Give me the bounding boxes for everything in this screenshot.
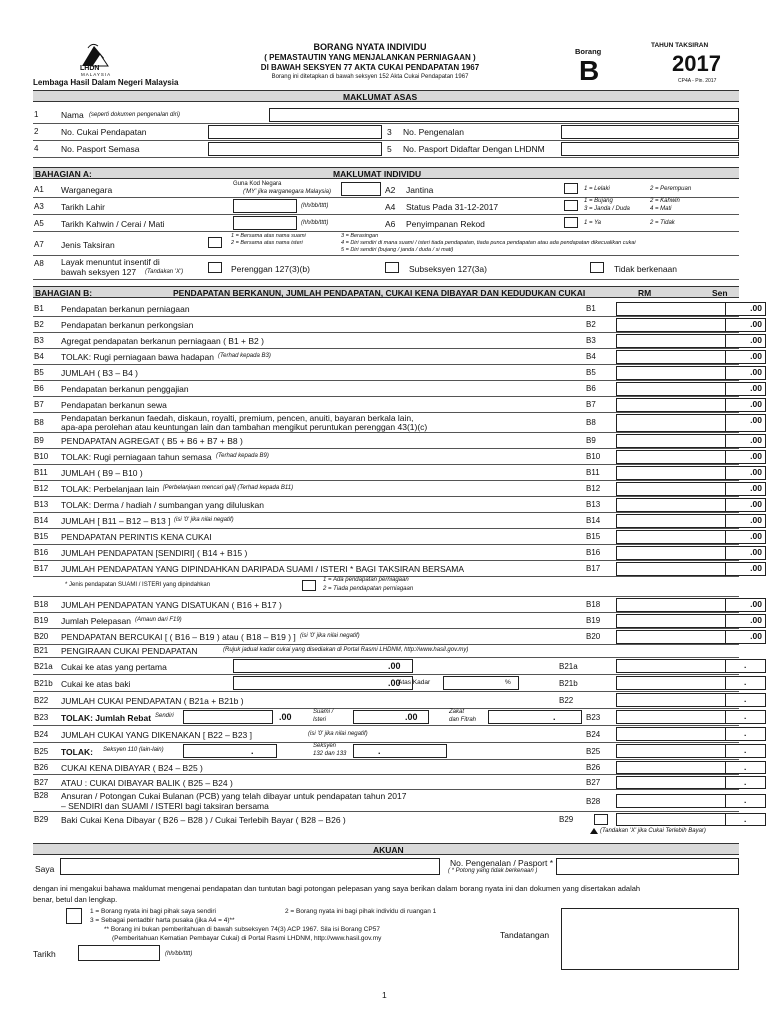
row-note: (Amaun dari F19) [135, 617, 182, 623]
row-code: B14 [34, 516, 49, 525]
b12-amount-input[interactable] [616, 482, 726, 496]
row-code: B8 [34, 418, 44, 427]
row-code: B10 [34, 452, 49, 461]
row-note: (Terhad kepada B3) [218, 353, 271, 359]
borang-letter: B [579, 55, 600, 86]
asas-row-1: 1 Nama (seperti dokumen pengenalan diri) [33, 107, 739, 124]
b-row-b12 [33, 481, 762, 497]
row-label: JUMLAH ( B9 – B10 ) [61, 468, 143, 478]
b5-amount-input[interactable] [616, 366, 726, 380]
section-bahagian-b: BAHAGIAN B: PENDAPATAN BERKANUN, JUMLAH PENDAPATAN, CUKAI KENA DIBAYAR DAN KEDUDUKAN CUKAI RM Sen [33, 286, 739, 298]
b-row-b19 [33, 613, 762, 629]
perenggan-127-checkbox[interactable] [208, 262, 222, 273]
terlebih-bayar-checkbox[interactable] [594, 814, 608, 825]
a3-row: A3 Tarikh Lahir (hh/bb/tttt) A4 Status Pada 31-12-2017 1 = Bujang 2 = Kahwin 3 = Janda / Duda 4 = Mati [33, 198, 739, 215]
row-label: Pendapatan berkanun perniagaan [61, 304, 190, 314]
b21b-balance-input[interactable] [233, 676, 413, 690]
tidak-berkenaan-checkbox[interactable] [590, 262, 604, 273]
page-number: 1 [382, 990, 387, 1000]
seksyen-110-input[interactable] [183, 744, 277, 758]
row-code-right: B5 [586, 368, 596, 377]
row-code-right: B8 [586, 418, 596, 427]
b7-sen-input[interactable]: .00 [726, 398, 766, 412]
row-note: (Terhad kepada B9) [216, 453, 269, 459]
b20-amount-input[interactable] [616, 630, 726, 644]
row-note: (isi '0' jika nilai negatif) [300, 633, 360, 639]
b-row-b16 [33, 545, 762, 561]
row-code: B1 [34, 304, 44, 313]
akuan-text-2: benar, betul dan lengkap. [33, 895, 118, 904]
b21-row: B21 PENGIRAAN CUKAI PENDAPATAN (Rujuk jadual kadar cukai yang disediakan di Portal Rasmi LHDNM, http://www.hasil.gov.my) [33, 644, 739, 658]
row-label: TOLAK: Rugi perniagaan bawa hadapan [61, 352, 214, 362]
b18-amount-input[interactable] [616, 598, 726, 612]
b26-row: B26 CUKAI KENA DIBAYAR ( B24 – B25 ) B26 . [33, 760, 739, 775]
row-label: JUMLAH PENDAPATAN YANG DISATUKAN ( B16 + B17 ) [61, 600, 282, 610]
row-code-right: B17 [586, 564, 601, 573]
row-note: (isi '0' jika nilai negatif) [174, 517, 234, 523]
b-row-b5 [33, 365, 762, 381]
b-row-b9 [33, 433, 762, 449]
b29-amount-input[interactable] [616, 813, 726, 826]
b12-sen-input[interactable]: .00 [726, 482, 766, 496]
logo-sub: MALAYSIA [81, 72, 112, 77]
b15-sen-input[interactable]: .00 [726, 530, 766, 544]
b28-amount-input[interactable] [616, 794, 726, 808]
row-code: B3 [34, 336, 44, 345]
row-code: B9 [34, 436, 44, 445]
no-pengenalan-input[interactable] [561, 125, 739, 139]
b23-sen-input[interactable]: . [726, 710, 766, 724]
b10-sen-input[interactable]: .00 [726, 450, 766, 464]
b22-row: B22 JUMLAH CUKAI PENDAPATAN ( B21a + B21b ) B22 . [33, 692, 739, 709]
b-row-b3 [33, 333, 762, 349]
row-code-right: B9 [586, 436, 596, 445]
b-row-b13 [33, 497, 762, 513]
row-code: B19 [34, 616, 49, 625]
row-code-right: B12 [586, 484, 601, 493]
b-row-b14 [33, 513, 762, 529]
row-code-right: B16 [586, 548, 601, 557]
section-bahagian-a: BAHAGIAN A: MAKLUMAT INDIVIDU [33, 167, 739, 179]
row-code: B18 [34, 600, 49, 609]
b25-sen-input[interactable]: . [726, 744, 766, 758]
b21a-amount-input[interactable] [616, 659, 726, 673]
row-code: B11 [34, 468, 48, 477]
tandatangan-box[interactable] [561, 908, 739, 970]
row-code: B4 [34, 352, 44, 361]
tarikh-kahwin-input[interactable] [233, 216, 297, 230]
row-code-right: B3 [586, 336, 596, 345]
b-row-b18 [33, 597, 762, 613]
tandatangan-label: Tandatangan [500, 930, 550, 940]
b27-amount-input[interactable] [616, 776, 726, 789]
row-label: Pendapatan berkanun faedah, diskaun, royalti, premium, pencen, anuiti, bayaran berkala lain, [61, 413, 414, 423]
no-pengenalan-akuan-input[interactable] [556, 858, 739, 875]
row-label: TOLAK: Rugi perniagaan tahun semasa [61, 452, 212, 462]
row-code-right: B7 [586, 400, 596, 409]
form-subtitle-3: Borang ini ditetapkan di bawah seksyen 152 Akta Cukai Pendapatan 1967 [271, 74, 469, 80]
form-code: CP4A - Pin. 2017 [678, 78, 717, 84]
b17-jenis-input[interactable] [302, 580, 316, 591]
b11-sen-input[interactable]: .00 [726, 466, 766, 480]
b21b-amount-input[interactable] [616, 676, 726, 690]
agency-name: Lembaga Hasil Dalam Negeri Malaysia [33, 78, 179, 87]
jantina-input[interactable] [564, 183, 578, 194]
row-code-right: B13 [586, 500, 601, 509]
b21b-sen-input[interactable]: . [726, 676, 766, 690]
b5-sen-input[interactable]: .00 [726, 366, 766, 380]
asas-row-3: 4 No. Pasport Semasa 5 No. Pasport Didaftar Dengan LHDNM [33, 141, 739, 158]
b-row-b15 [33, 529, 762, 545]
form-subtitle-1: ( PEMASTAUTIN YANG MENJALANKAN PERNIAGAAN ) [264, 53, 476, 62]
b6-sen-input[interactable]: .00 [726, 382, 766, 396]
b21a-sen-input[interactable]: . [726, 659, 766, 673]
saya-label: Saya [35, 864, 55, 874]
nama-input[interactable] [269, 108, 739, 122]
b6-amount-input[interactable] [616, 382, 726, 396]
b28-row: B28 Ansuran / Potongan Cukai Bulanan (PCB) yang telah dibayar untuk pendapatan tahun 2017 – SENDIRI dan SUAMI / ISTERI bagi taksiran bersama B28 . [33, 790, 739, 812]
section-akuan: AKUAN [33, 843, 739, 855]
b3-amount-input[interactable] [616, 334, 726, 348]
no-pasport-input[interactable] [208, 142, 382, 156]
jenis-taksiran-input[interactable] [208, 237, 222, 248]
row-label: PENDAPATAN PERINTIS KENA CUKAI [61, 532, 212, 542]
no-cukai-input[interactable] [208, 125, 382, 139]
a1-row: A1 Warganegara Guna Kod Negara ('MY' jika warganegara Malaysia) A2 Jantina 1 = Lelaki 2 = Perempuan [33, 181, 739, 198]
b8-amount-input[interactable] [616, 414, 726, 432]
b29-note: (Tandakan 'X' jika Cukai Terlebih Bayar) [600, 828, 706, 834]
row-label: TOLAK: Derma / hadiah / sumbangan yang diluluskan [61, 500, 265, 510]
b-row-b6 [33, 381, 762, 397]
row-label: Agregat pendapatan berkanun perniagaan ( B1 + B2 ) [61, 336, 264, 346]
b25-row: B25 TOLAK: Seksyen 110 (lain-lain) . Seksyen 132 dan 133 . B25 . [33, 743, 739, 760]
no-pengenalan-akuan-label: No. Pengenalan / Pasport * [450, 858, 554, 868]
b27-sen-input[interactable]: . [726, 776, 766, 789]
logo-text: LHDN [80, 65, 100, 72]
b15-amount-input[interactable] [616, 530, 726, 544]
b17-amount-input[interactable] [616, 562, 726, 576]
b16-sen-input[interactable]: .00 [726, 546, 766, 560]
b29-sen-input[interactable]: . [726, 813, 766, 826]
rebat-suami-isteri-input[interactable] [353, 710, 429, 724]
b19-sen-input[interactable]: .00 [726, 614, 766, 628]
b2-sen-input[interactable]: .00 [726, 318, 766, 332]
row-code: B12 [34, 484, 49, 493]
row-label: JUMLAH ( B3 – B4 ) [61, 368, 138, 378]
row-code-right: B15 [586, 532, 601, 541]
rebat-zakat-input[interactable] [488, 710, 582, 724]
a5-row: A5 Tarikh Kahwin / Cerai / Mati (hh/bb/tttt) A6 Penyimpanan Rekod 1 = Ya 2 = Tidak [33, 215, 739, 232]
b22-sen-input[interactable]: . [726, 693, 766, 707]
tarikh-label: Tarikh [33, 949, 56, 959]
b16-amount-input[interactable] [616, 546, 726, 560]
b4-amount-input[interactable] [616, 350, 726, 364]
b24-sen-input[interactable]: . [726, 727, 766, 741]
tarikh-input[interactable] [78, 945, 160, 961]
b27-row: B27 ATAU : CUKAI DIBAYAR BALIK ( B25 – B24 ) B27 . [33, 775, 739, 790]
row-code: B6 [34, 384, 44, 393]
b20-sen-input[interactable]: .00 [726, 630, 766, 644]
tarikh-format: (hh/bb/tttt) [165, 951, 193, 957]
row-label: JUMLAH PENDAPATAN YANG DIPINDAHKAN DARIPADA SUAMI / ISTERI * BAGI TAKSIRAN BERSAMA [61, 564, 465, 574]
b-row-b10 [33, 449, 762, 465]
b1-amount-input[interactable] [616, 302, 726, 316]
akuan-option-3: 3 = Sebagai pentadbir harta pusaka (jika A4 = 4)** [90, 917, 235, 924]
row-code: B7 [34, 400, 44, 409]
row-note: [Perbelanjaan mencari gali] (Terhad kepada B11) [163, 485, 294, 491]
row-label: PENDAPATAN AGREGAT ( B5 + B6 + B7 + B8 ) [61, 436, 243, 446]
a8-row: A8 Layak menuntut insentif di bawah seksyen 127 (Tandakan 'X') Perenggan 127(3)(b) Subseksyen 127(3a) Tidak berkenaan [33, 256, 739, 280]
b24-amount-input[interactable] [616, 727, 726, 741]
row-code: B2 [34, 320, 44, 329]
row-code-right: B6 [586, 384, 596, 393]
row-code-right: B14 [586, 516, 601, 525]
b11-amount-input[interactable] [616, 466, 726, 480]
b13-amount-input[interactable] [616, 498, 726, 512]
penyimpanan-rekod-input[interactable] [564, 217, 578, 228]
akuan-pilihan-input[interactable] [66, 908, 82, 924]
b18-sen-input[interactable]: .00 [726, 598, 766, 612]
lhdn-logo [52, 40, 132, 82]
b21b-row: B21b Cukai ke atas baki .00 Atas Kadar % B21b . [33, 675, 739, 692]
row-code: B5 [34, 368, 44, 377]
b-row-b17 [33, 561, 762, 577]
b9-amount-input[interactable] [616, 434, 726, 448]
section-maklumat-asas: MAKLUMAT ASAS [33, 90, 739, 102]
seksyen-132-input[interactable] [353, 744, 447, 758]
b1-sen-input[interactable]: .00 [726, 302, 766, 316]
b13-sen-input[interactable]: .00 [726, 498, 766, 512]
a7-row: A7 Jenis Taksiran 1 = Bersama atas nama suami 2 = Bersama atas nama isteri 3 = Berasingan 4 = Diri sendiri di mana suami / isteri tiada pendapatan, tiada punca pendapatan atau ada pendapatan dikecualikan cukai 5 = Diri sendiri (bujang / janda / duda / si mati) [33, 232, 739, 256]
row-code: B15 [34, 532, 49, 541]
tarikh-lahir-input[interactable] [233, 199, 297, 213]
b-row-b1 [33, 301, 762, 317]
status-input[interactable] [564, 200, 578, 211]
b4-sen-input[interactable]: .00 [726, 350, 766, 364]
no-pasport-lhdnm-input[interactable] [561, 142, 739, 156]
b29-row: B29 Baki Cukai Kena Dibayar ( B26 – B28 ) / Cukai Terlebih Bayar ( B28 – B26 ) B29 . [33, 812, 739, 827]
akuan-note-1: ** Borang ini bukan pemberitahuan di bawah subseksyen 74(3) ACP 1967. Sila isi Borang CP57 [104, 926, 380, 933]
row-code-right: B10 [586, 452, 601, 461]
b26-amount-input[interactable] [616, 761, 726, 774]
b-row-b2 [33, 317, 762, 333]
row-code: B13 [34, 500, 49, 509]
row-label-2: apa-apa perolehan atau keuntungan lain dan tambahan mengikut peruntukan perenggan 43(1)(c) [61, 422, 428, 432]
row-code-right: B1 [586, 304, 596, 313]
row-code-right: B19 [586, 616, 601, 625]
akuan-option-2: 2 = Borang nyata ini bagi pihak individu di ruangan 1 [285, 908, 437, 915]
akuan-text: dengan ini mengakui bahawa maklumat mengenai pendapatan dan tuntutan bagi potongan pelepasan yang saya berikan dalam borang nyata ini dan dokumen yang disertakan adalah [33, 884, 641, 893]
b21a-chargeable-input[interactable] [233, 659, 413, 673]
b9-sen-input[interactable]: .00 [726, 434, 766, 448]
form-title: BORANG NYATA INDIVIDU [313, 42, 427, 52]
row-label: Pendapatan berkanun sewa [61, 400, 167, 410]
b8-sen-input[interactable]: .00 [726, 414, 766, 432]
b26-sen-input[interactable]: . [726, 761, 766, 774]
row-label: JUMLAH [ B11 – B12 – B13 ] [61, 516, 171, 526]
row-code: B20 [34, 632, 49, 641]
b21a-row: B21a Cukai ke atas yang pertama .00 B21a . [33, 658, 739, 675]
row-label: PENDAPATAN BERCUKAI [ ( B16 – B19 ) atau ( B18 – B19 ) ] [61, 632, 296, 642]
row-code-right: B11 [586, 468, 600, 477]
row-code-right: B2 [586, 320, 596, 329]
b-row-b11 [33, 465, 762, 481]
asas-row-2: 2 No. Cukai Pendapatan 3 No. Pengenalan [33, 124, 739, 141]
b10-amount-input[interactable] [616, 450, 726, 464]
assessment-year: 2017 [672, 51, 721, 76]
b22-amount-input[interactable] [616, 693, 726, 707]
row-label: TOLAK: Perbelanjaan lain [61, 484, 160, 494]
no-pengenalan-note: ( * Potong yang tidak berkenaan ) [448, 868, 538, 874]
b25-amount-input[interactable] [616, 744, 726, 758]
b19-amount-input[interactable] [616, 614, 726, 628]
b7-amount-input[interactable] [616, 398, 726, 412]
b14-amount-input[interactable] [616, 514, 726, 528]
triangle-pointer-icon [590, 828, 598, 834]
saya-input[interactable] [60, 858, 440, 875]
row-code-right: B20 [586, 632, 601, 641]
akuan-note-2: (Pemberitahuan Kematian Pembayar Cukai) di Portal Rasmi LHDNM, http://www.hasil.gov.my [112, 935, 382, 942]
row-code-right: B4 [586, 352, 596, 361]
b17-note-row: * Jenis pendapatan SUAMI / ISTERI yang dipindahkan 1 = Ada pendapatan perniagaan 2 = Tiada pendapatan perniagaan [33, 577, 739, 597]
row-code: B17 [34, 564, 49, 573]
row-label: JUMLAH PENDAPATAN [SENDIRI] ( B14 + B15 ) [61, 548, 248, 558]
b-row-b20 [33, 629, 762, 645]
b17-sen-input[interactable]: .00 [726, 562, 766, 576]
b14-sen-input[interactable]: .00 [726, 514, 766, 528]
row-label: Jumlah Pelepasan [61, 616, 131, 626]
row-label: Pendapatan berkanun perkongsian [61, 320, 194, 330]
tahun-taksiran-label: TAHUN TAKSIRAN [651, 42, 709, 49]
warganegara-input[interactable] [341, 182, 381, 196]
b-row-b4 [33, 349, 762, 365]
row-code-right: B18 [586, 600, 601, 609]
form-subtitle-2: DI BAWAH SEKSYEN 77 AKTA CUKAI PENDAPATAN 1967 [260, 63, 480, 72]
b3-sen-input[interactable]: .00 [726, 334, 766, 348]
b-row-b8 [33, 413, 762, 433]
b2-amount-input[interactable] [616, 318, 726, 332]
borang-label: Borang [575, 47, 602, 56]
akuan-option-1: 1 = Borang nyata ini bagi pihak saya sendiri [90, 908, 216, 915]
subseksyen-127-checkbox[interactable] [385, 262, 399, 273]
rebat-sendiri-input[interactable] [183, 710, 273, 724]
b28-sen-input[interactable]: . [726, 794, 766, 808]
b23-amount-input[interactable] [616, 710, 726, 724]
row-code: B16 [34, 548, 49, 557]
row-label: Pendapatan berkanun penggajian [61, 384, 189, 394]
b23-row: B23 TOLAK: Jumlah Rebat Sendiri .00 Suami / Isteri .00 Zakat dan Fitrah . B23 . [33, 709, 739, 726]
b24-row: B24 JUMLAH CUKAI YANG DIKENAKAN [ B22 – B23 ] (isi '0' jika nilai negatif) B24 . [33, 726, 739, 743]
b-row-b7 [33, 397, 762, 413]
